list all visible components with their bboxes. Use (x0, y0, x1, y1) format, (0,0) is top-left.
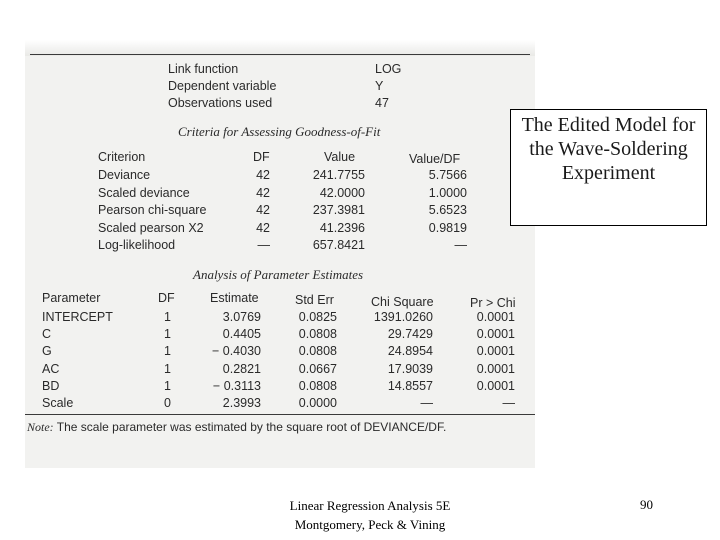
param-cell: — (502, 396, 515, 410)
params-header: Pr > Chi (470, 296, 516, 310)
params-header: Parameter (42, 291, 101, 305)
param-row-label: AC (42, 361, 60, 376)
gof-cell: 41.2396 (319, 220, 365, 235)
note-rule (25, 414, 535, 415)
param-cell: − 0.3113 (212, 378, 261, 393)
param-cell: 17.9039 (387, 361, 433, 376)
callout-box: The Edited Model for the Wave-Soldering Experiment (510, 109, 707, 226)
param-cell: 1391.0260 (373, 310, 433, 324)
top-rule (30, 54, 530, 55)
param-cell: 0 (164, 396, 171, 410)
param-cell: — (420, 396, 433, 410)
param-cell: 0.0808 (298, 344, 337, 359)
param-cell: 0.0001 (476, 310, 515, 324)
params-header: Chi Square (371, 295, 434, 309)
model-info-value: 47 (375, 96, 389, 110)
params-header: Estimate (210, 291, 259, 305)
gof-cell: 0.9819 (428, 220, 467, 235)
param-cell: 1 (164, 344, 171, 359)
param-cell: 1 (164, 361, 171, 376)
gof-cell: 1.0000 (428, 185, 467, 200)
param-cell: 0.0808 (298, 327, 337, 342)
param-cell: 1 (164, 310, 171, 324)
model-info-label: Dependent variable (168, 79, 277, 93)
footer-citation (250, 496, 490, 534)
param-cell: 0.0001 (476, 378, 515, 393)
note-prefix: Note: (27, 420, 54, 434)
param-cell: 14.8557 (387, 378, 433, 393)
gof-title: Criteria for Assessing Goodness-of-Fit (178, 124, 381, 139)
gof-cell: 42 (256, 168, 270, 182)
param-cell: 0.0808 (298, 378, 337, 393)
gof-header: Value (324, 150, 356, 164)
scanned-output-image (25, 40, 535, 468)
param-cell: 0.0667 (298, 361, 337, 376)
param-cell: 1 (164, 327, 171, 342)
param-cell: 0.2821 (222, 361, 261, 376)
param-row-label: BD (42, 378, 60, 393)
gof-cell: — (454, 238, 467, 253)
param-cell: 0.4405 (222, 327, 261, 342)
params-header: Std Err (295, 293, 334, 307)
gof-cell: 42.0000 (319, 185, 365, 200)
model-info-value: Y (375, 79, 384, 93)
param-row-label: Scale (42, 396, 74, 410)
gof-cell: — (257, 238, 270, 253)
param-cell: 0.0001 (476, 361, 515, 376)
param-cell: 2.3993 (222, 396, 261, 410)
param-cell: 29.7429 (387, 327, 433, 342)
param-cell: 1 (164, 378, 171, 393)
param-cell: 0.0000 (298, 396, 337, 410)
note-text: The scale parameter was estimated by the square root of DEVIANCE/DF. (56, 420, 447, 434)
param-cell: − 0.4030 (211, 344, 261, 359)
gof-row-label: Scaled deviance (98, 185, 190, 200)
params-title: Analysis of Parameter Estimates (193, 267, 364, 282)
note (27, 420, 446, 435)
gof-cell: 5.6523 (428, 203, 467, 218)
footer-line: Montgomery, Peck & Vining (294, 517, 446, 532)
param-cell: 0.0001 (476, 344, 515, 359)
gof-cell: 237.3981 (312, 203, 365, 218)
param-row-label: INTERCEPT (42, 310, 113, 324)
page-number: 90 (640, 497, 653, 512)
gof-cell: 42 (256, 185, 270, 200)
gof-cell: 657.8421 (312, 238, 365, 253)
gof-row-label: Scaled pearson X2 (98, 220, 204, 235)
param-cell: 3.0769 (222, 310, 261, 324)
gof-cell: 241.7755 (312, 168, 365, 182)
params-header: DF (158, 291, 175, 305)
model-info-label: Observations used (168, 96, 273, 110)
gof-header: Value/DF (409, 152, 461, 166)
footer-line: Linear Regression Analysis 5E (289, 498, 451, 513)
gof-cell: 42 (256, 220, 270, 235)
gof-row-label: Log-likelihood (98, 238, 176, 253)
gof-cell: 5.7566 (428, 168, 467, 182)
model-info-value: LOG (375, 62, 402, 76)
gof-header: DF (253, 150, 270, 164)
param-cell: 24.8954 (387, 344, 433, 359)
gof-row-label: Pearson chi-square (98, 203, 207, 218)
param-cell: 0.0825 (298, 310, 337, 324)
gof-header: Criterion (98, 150, 146, 164)
gof-row-label: Deviance (98, 168, 151, 182)
param-row-label: C (42, 327, 52, 342)
gof-cell: 42 (256, 203, 270, 218)
model-info-label: Link function (168, 62, 239, 76)
param-row-label: G (42, 344, 52, 359)
param-cell: 0.0001 (476, 327, 515, 342)
